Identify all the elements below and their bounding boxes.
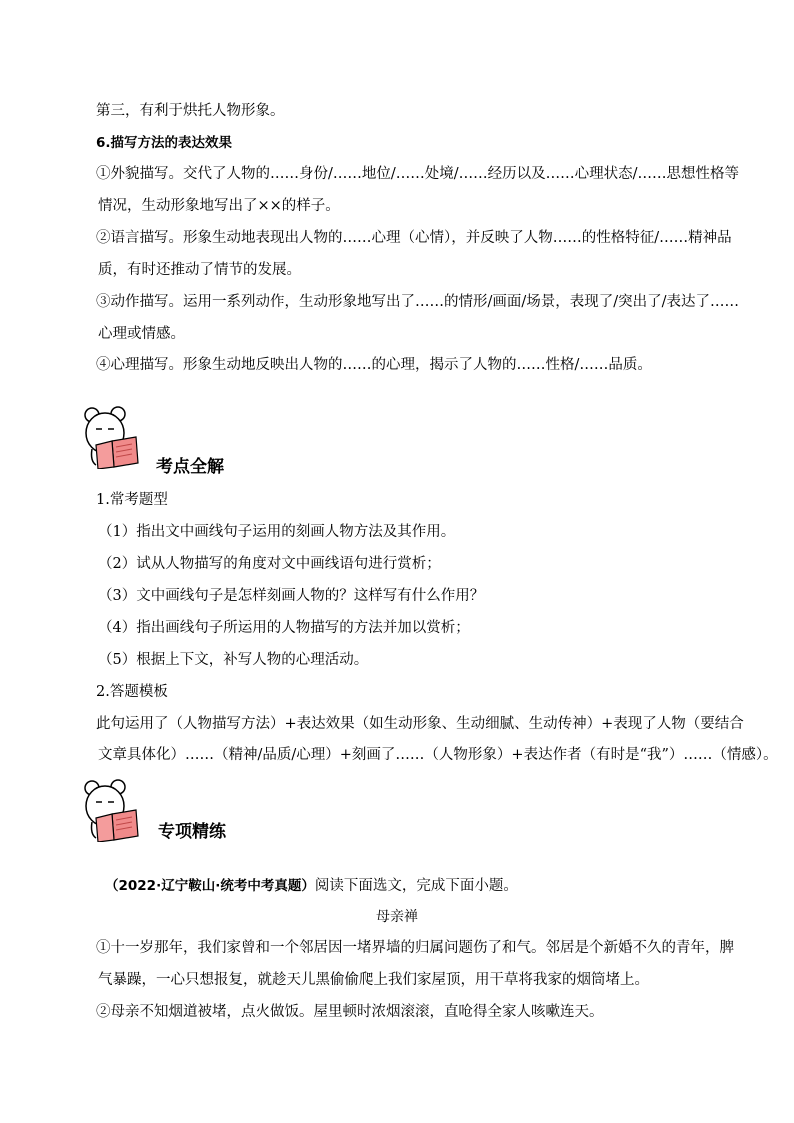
text-line: 文章具体化）……（精神/品质/心理）+刻画了……（人物形象）+表达作者（有时是“我”）……（情感）。 (98, 747, 778, 763)
text-line: 此句运用了（人物描写方法）+表达效果（如生动形象、生动细腻、生动传神）+表现了人物（要结合 (96, 716, 744, 732)
list-item: （2）试从人物描写的角度对文中画线语句进行赏析； (98, 556, 441, 572)
source-label: （2022·辽宁鞍山·统考中考真题） (105, 878, 315, 894)
subheading: 1.常考题型 (96, 492, 168, 508)
question-source (105, 876, 518, 896)
text-line: 心理或情感。 (98, 326, 185, 342)
text-line: 情况，生动形象地写出了××的样子。 (98, 198, 340, 214)
list-item: （1）指出文中画线句子运用的刻画人物方法及其作用。 (98, 524, 456, 540)
source-instruction: 阅读下面选文，完成下面小题。 (314, 878, 518, 894)
paragraph-line: ②母亲不知烟道被堵，点火做饭。屋里顿时浓烟滚滚，直呛得全家人咳嗽连天。 (96, 1004, 604, 1020)
text-line: ①外貌描写。交代了人物的……身份/……地位/……处境/……经历以及……心理状态/……思想性格等 (96, 166, 740, 182)
text-line: ④心理描写。形象生动地反映出人物的……的心理，揭示了人物的……性格/……品质。 (96, 357, 652, 373)
subheading: 2.答题模板 (96, 684, 168, 700)
section-heading: 考点全解 (156, 457, 224, 477)
bear-reading-icon (82, 405, 146, 469)
text-line: ③动作描写。运用一系列动作，生动形象地写出了……的情形/画面/场景，表现了/突出了/表达了…… (96, 294, 740, 310)
text-line: 质，有时还推动了情节的发展。 (98, 262, 301, 278)
text-line: 第三，有利于烘托人物形象。 (96, 103, 285, 119)
list-item: （5）根据上下文，补写人物的心理活动。 (98, 652, 369, 668)
text-line: ②语言描写。形象生动地表现出人物的……心理（心情），并反映了人物……的性格特征/……精神品 (96, 230, 732, 246)
paragraph-line: ①十一岁那年，我们家曾和一个邻居因一堵界墙的归属问题伤了和气。邻居是个新婚不久的青年，脾 (96, 940, 734, 956)
subheading: 6.描写方法的表达效果 (96, 135, 233, 151)
article-title: 母亲禅 (376, 909, 418, 925)
list-item: （4）指出画线句子所运用的人物描写的方法并加以赏析； (98, 620, 470, 636)
paragraph-line: 气暴躁，一心只想报复，就趁天儿黑偷偷爬上我们家屋顶，用干草将我家的烟筒堵上。 (98, 972, 649, 988)
bear-reading-icon (82, 778, 146, 842)
section-heading: 专项精练 (158, 822, 226, 842)
list-item: （3）文中画线句子是怎样刻画人物的？这样写有什么作用？ (98, 588, 485, 604)
